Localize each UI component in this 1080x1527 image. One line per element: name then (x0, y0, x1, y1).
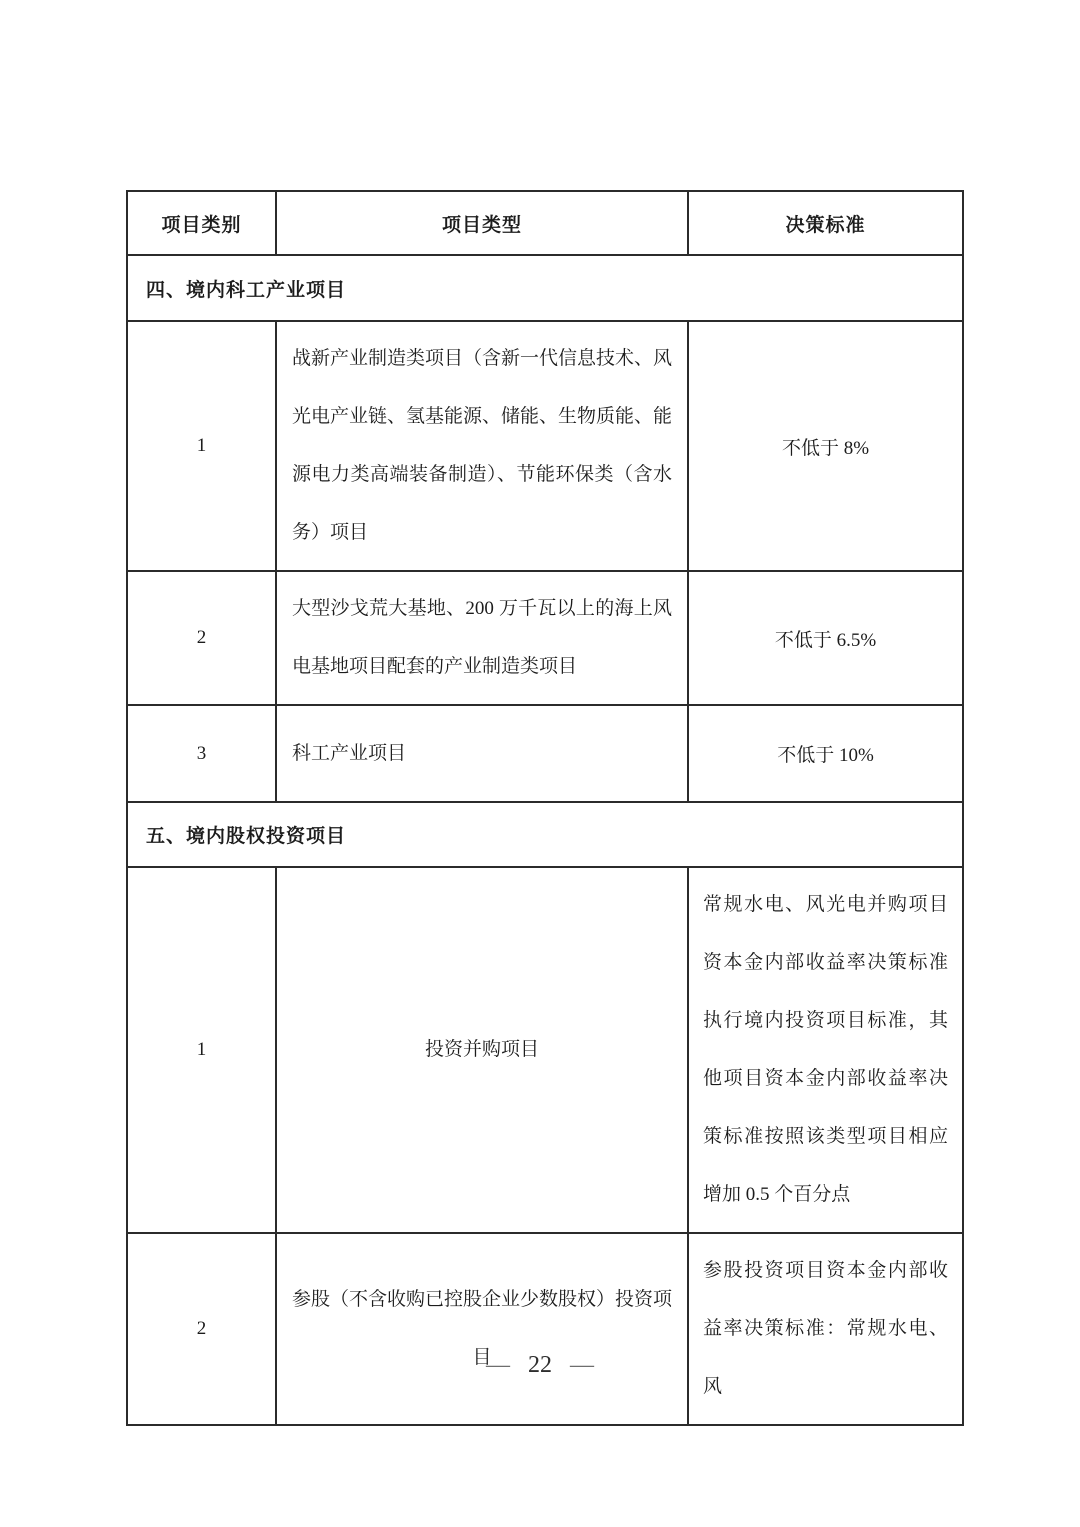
table-row (127, 1233, 963, 1425)
column-header-standard: 决策标准 (688, 191, 963, 255)
section-title-domestic-equity-investment: 五、境内股权投资项目 (127, 802, 963, 867)
row-number: 2 (127, 1233, 276, 1425)
table-row (127, 321, 963, 571)
section-row-5 (127, 802, 963, 867)
table-row (127, 867, 963, 1233)
page-number: 22 (528, 1352, 552, 1378)
decision-standard-cell: 不低于 10% (688, 705, 963, 802)
decision-standard-cell: 参股投资项目资本金内部收益率决策标准：常规水电、风 (688, 1233, 963, 1425)
decision-standard-cell: 常规水电、风光电并购项目资本金内部收益率决策标准执行境内投资项目标准，其他项目资本金内部收益率决策标准按照该类型项目相应增加 0.5 个百分点 (688, 867, 963, 1233)
section-title-domestic-scitech-industry: 四、境内科工产业项目 (127, 255, 963, 321)
table-row (127, 571, 963, 705)
row-number: 1 (127, 321, 276, 571)
table-header-row (127, 191, 963, 255)
decision-standard-cell: 不低于 8% (688, 321, 963, 571)
project-type-cell: 战新产业制造类项目（含新一代信息技术、风光电产业链、氢基能源、储能、生物质能、能源电力类高端装备制造）、节能环保类（含水务）项目 (276, 321, 688, 571)
project-type-cell: 参股（不含收购已控股企业少数股权）投资项目 (276, 1233, 688, 1425)
project-type-cell: 科工产业项目 (276, 705, 688, 802)
row-number: 2 (127, 571, 276, 705)
project-type-cell: 投资并购项目 (276, 867, 688, 1233)
column-header-category: 项目类别 (127, 191, 276, 255)
decision-standard-cell: 不低于 6.5% (688, 571, 963, 705)
footer-right-dash: — (570, 1352, 594, 1378)
section-row-4 (127, 255, 963, 321)
project-type-cell: 大型沙戈荒大基地、200 万千瓦以上的海上风电基地项目配套的产业制造类项目 (276, 571, 688, 705)
table-row (127, 705, 963, 802)
row-number: 3 (127, 705, 276, 802)
page-footer (0, 1352, 1080, 1379)
decision-standards-table (126, 190, 964, 1426)
footer-left-dash: — (486, 1352, 510, 1378)
row-number: 1 (127, 867, 276, 1233)
column-header-type: 项目类型 (276, 191, 688, 255)
